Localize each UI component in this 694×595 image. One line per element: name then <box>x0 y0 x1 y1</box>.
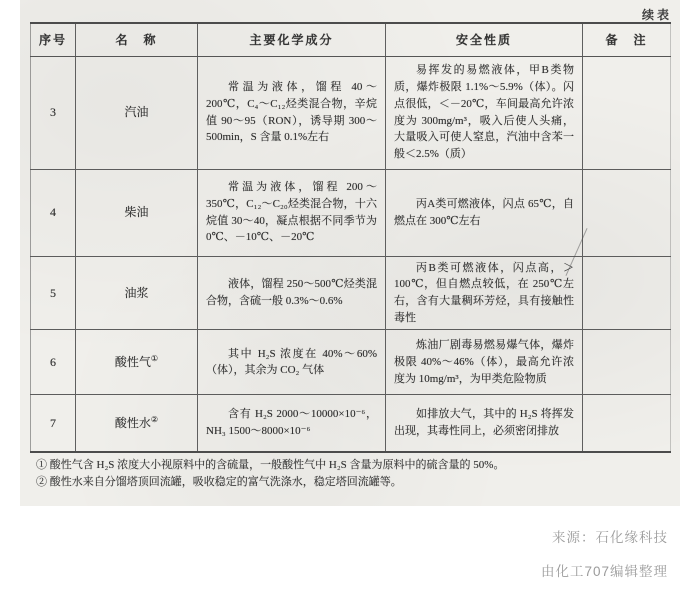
substance-name: 汽油 <box>124 105 149 120</box>
serial-cell: 6 <box>50 355 56 370</box>
name-cell <box>76 256 198 330</box>
remark-cell <box>583 330 671 395</box>
composition-cell <box>198 330 386 395</box>
safety-cell <box>386 169 583 256</box>
header-name: 名 称 <box>76 23 198 56</box>
composition-text: 液体，馏程 250～500℃烃类混合物，含硫一般 0.3%～0.6% <box>206 278 377 307</box>
header-serial: 序号 <box>31 23 76 56</box>
scanned-page <box>20 0 680 506</box>
name-cell <box>76 395 198 452</box>
composition-text: 其中 H₂S 浓度在 40%～60%（体），其余为 CO₂ 气体 <box>206 347 377 377</box>
safety-text: 如排放大气，其中的 H₂S 将挥发出现，其毒性同上，必须密闭排放 <box>394 408 574 438</box>
source-credit: 来源：石化缘科技 <box>552 530 668 545</box>
safety-cell <box>386 395 583 452</box>
footnote-marker: ② <box>150 415 159 424</box>
composition-cell <box>198 256 386 330</box>
safety-text: 易挥发的易燃液体，甲B类物质，爆炸极限 1.1%～5.9%（体）。闪点很低，＜－20℃，车间最高允许浓度为 300mg/m³，吸入后使人头痛，大量吸入可使人窒息，汽油中含苯一般＜2.5%（质） <box>394 64 574 160</box>
remark-cell <box>583 395 671 452</box>
footnote-2: ② 酸性水来自分馏塔顶回流罐，吸收稳定的富气洗涤水，稳定塔回流罐等。 <box>36 476 402 488</box>
header-row <box>31 23 671 56</box>
remark-cell <box>583 56 671 169</box>
substance-name: 柴油 <box>124 205 149 220</box>
composition-cell <box>198 169 386 256</box>
composition-text: 常温为液体，馏程 200～350℃，C₁₂～C₂₀烃类混合物，十六烷值 30～40，凝点根据不同季节为 0℃、－10℃、－20℃ <box>206 181 377 244</box>
safety-cell <box>386 330 583 395</box>
safety-text: 炼油厂剧毒易燃易爆气体，爆炸极限 40%～46%（体），最高允许浓度为 10mg/m³，为甲类危险物质 <box>394 339 574 385</box>
serial-cell: 5 <box>50 285 56 300</box>
table-row-acid-gas <box>31 330 671 395</box>
safety-text: 丙A类可燃液体，闪点 65℃，自燃点在 300℃左右 <box>394 197 574 227</box>
substance-name: 油浆 <box>124 285 149 300</box>
composition-text: 常温为液体，馏程 40～200℃，C₄～C₁₂烃类混合物，辛烷值 90～95（RON），诱导期 300～500min，S 含量 0.1%左右 <box>206 81 377 144</box>
remark-cell <box>583 169 671 256</box>
footnote-1: ① 酸性气含 H₂S 浓度大小视原料中的含硫量，一般酸性气中 H₂S 含量为原料中的硫含量的 50%。 <box>36 459 505 471</box>
safety-properties-table <box>30 22 671 453</box>
serial-cell: 7 <box>50 416 56 430</box>
footnote-marker: ① <box>150 354 159 364</box>
editor-credit: 由化工707编辑整理 <box>540 564 668 579</box>
name-cell <box>76 169 198 256</box>
serial-cell: 4 <box>50 205 56 220</box>
composition-cell <box>198 395 386 452</box>
substance-name: 酸性气 <box>114 355 151 370</box>
composition-cell <box>198 56 386 169</box>
name-cell <box>76 330 198 395</box>
serial-cell: 3 <box>50 105 56 120</box>
header-remark: 备 注 <box>583 23 671 56</box>
composition-text: 含有 H₂S 2000～10000×10⁻⁶，NH₃ 1500～8000×10⁻⁶ <box>206 408 377 438</box>
table-row-slurry-oil <box>31 256 671 330</box>
safety-cell <box>386 256 583 330</box>
footnotes-block <box>36 457 666 491</box>
table-row-gasoline <box>31 56 671 169</box>
substance-name: 酸性水 <box>114 416 151 430</box>
name-cell <box>76 56 198 169</box>
continued-table-label: 续表 <box>641 8 672 22</box>
safety-cell <box>386 56 583 169</box>
remark-cell <box>583 256 671 330</box>
table-row-sour-water <box>31 395 671 452</box>
safety-text: 丙B类可燃液体，闪点高，＞100℃，但自燃点较低，在 250℃左右，含有大量稠环芳烃，具有接触性毒性 <box>394 261 574 324</box>
table-row-diesel <box>31 169 671 256</box>
header-safety: 安全性质 <box>386 23 583 56</box>
header-composition: 主要化学成分 <box>198 23 386 56</box>
